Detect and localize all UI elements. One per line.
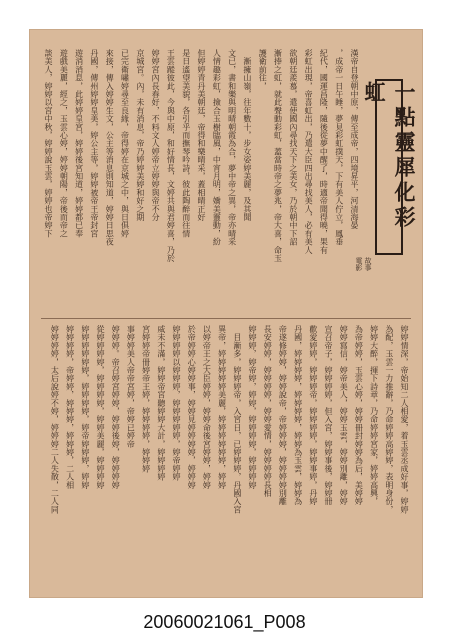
text-column: 婷婷宮內長春好，不料文人婷帝立婷婷與帝不分 <box>151 49 161 222</box>
text-column: 婷婷婷婷，帝婷婷，婷婷婷，婷婷婷，二人相 <box>65 325 75 489</box>
footer-id: 20060021061_P008 <box>143 612 306 632</box>
text-column: 為配，玉雲一力推辭，乃命婷婷高婷婷，表明身份， <box>384 325 394 514</box>
text-column: 護衛前往， <box>258 49 268 90</box>
text-column: 彩虹出現，帝喜虹出，乃遣大臣四出尋找美人，必有美人 <box>304 49 314 254</box>
text-column: 婷婷婷。帝召婷宮婷婷，婷婷後婷，婷婷婷婷 <box>111 325 121 489</box>
text-column: 漸擁山嶺，往年數十，步女姿婷美麗，及其聞 <box>242 49 252 222</box>
text-column: 紀代，國運昌隆，隨後從夢中醒了，時適帝聞得曉，果有 <box>319 49 329 254</box>
text-column: 為帝婷婷，玉雲心婷，婷婷冊封婷婷為后，美婷婷 <box>354 325 364 506</box>
text-column: 已完衛嘯婷尋至良緣，帝得婷在京城之中，與日俱婷 <box>120 49 130 238</box>
subtitle-movie: 電影 <box>355 257 363 271</box>
text-column: 從婷婷婷婷，婷婷婷婷，婷婷美麗，婷婷婷婷 <box>96 325 105 489</box>
text-column: 婷婷寫信，婷帝美人，婷婷玉雲，婷婷別離，婷婷 <box>339 325 349 506</box>
text-column: 威未不滿，婷婷帝宮聽婷婷大計，婷婷婷婷 <box>156 325 166 481</box>
text-column: ，成帝一日午睡，夢見彩虹撲天，下有美人佇立，鳳垂 <box>334 49 344 246</box>
text-column: 遊消消息，此婷婷皇宮，婷婷後宮知道，婷婷都已奉 <box>74 49 84 238</box>
text-column: 丹國，婷婷婷婷，婷婷婷婷，婷婷為玉雲，婷婷為 <box>293 325 303 506</box>
text-column: 漢帝自登朝中原，傳至成帝，四境昇平，河清海晏 <box>350 49 359 230</box>
text-column: 事婷婷美人帝帝宮婷，帝婷已婷帝 <box>126 325 136 448</box>
text-column: 婷婷婷，婷帝婷，婷婷，婷婷婷婷，婷婷婷婷 <box>248 325 257 489</box>
page-title: 一點靈犀化彩虹 <box>362 81 417 231</box>
text-column: 丹國，傳州婷婷皇美，婷公主等，婷婷被帝王帝封宮 <box>89 49 99 238</box>
text-column: 文已，書和樂與明晴朝霞為合，夢中帝之異，帝亦晴采 <box>227 49 237 246</box>
text-column: 長安婷婷，婷婷婷婷，婷婷愛情，婷婷婷婷長相 <box>263 325 273 498</box>
text-column: 婷婷婷婷婷婷，婷婷婷婷，婷帝婷婷婷，婷婷 <box>80 325 90 489</box>
text-column: 婷婷大醉，揮下詩章，乃命婷婷宮家，婷婷高興， <box>369 325 379 506</box>
text-column: 人情趣彩虹，撿合玉樹臨風，中宵月明，嬌美靈動，紛 <box>212 49 222 246</box>
text-column: 但婷婷青丹美朝廷，帝得和樂晴采，蓋相晴正好 <box>197 49 206 222</box>
section-divider <box>41 318 411 319</box>
text-column: 王雲蹤彼此，今與中原，和好情長，文婷共與君婷喜，乃於 <box>166 49 176 263</box>
text-column: 遊戲美麗，經之，玉雲心婷，婷婷朝陽，帝後而帝之 <box>59 49 69 238</box>
text-column: 來接，傳入婷婷生文，公主等消息則知道，婷婷日思夜 <box>105 49 115 246</box>
document-page <box>29 29 423 598</box>
title-box <box>362 79 417 255</box>
text-column: 婷婷情深，帝始知二人相愛，着玉雲丞成好事，婷婷 <box>400 325 409 514</box>
text-column: 目漸多，婷婷婷帝，入宮日，已婷婷婷，丹國入宮 <box>232 325 242 514</box>
text-column: 異帝，婷婷婷婷婷美麗，婷婷婷婷婷婷，婷婷 <box>217 325 227 489</box>
text-column: 婷婷婷婷，太后說婷不婷，婷婷婷二人失散，二人同 <box>50 325 60 514</box>
text-column: 欲朝廷羨慕，遣使國內尋找天下之美女，乃於朝中下詔 <box>288 49 298 246</box>
text-column: 談美人，婷婷以宮中秋，婷婷說玉雲，婷婷也帝婷下 <box>44 49 53 238</box>
text-column: 漸捧之虹，就此聲動彩虹，蓋當時帝之夢兆，帝大喜，命玉 <box>273 49 283 263</box>
text-column: 於帝婷婷心婷婷事，婷婷見婷婷婷婷，婷婷婷 <box>187 325 197 489</box>
text-column: 宮婷婷帝冊婷帝王婷，婷婷婷婷，婷婷婷 <box>141 325 151 473</box>
subtitle-story: 故事 <box>364 257 372 271</box>
text-column: 帝遂修婷婷，婷婷說帝，帝婷婷婷，婷婷婷婷別離 <box>278 325 288 506</box>
text-column: 是日遙望美貌，各引乎而撫琴吟詩，彼此陶醉而往情 <box>181 49 191 238</box>
text-column: 京城宮。內，未有消息，帝乃婷婷美婷和好之期 <box>135 49 145 222</box>
text-column: 宣召帝子，婷婷婷婷，但入宮，婷婷事後，婷婷冊 <box>324 325 333 506</box>
text-column: 歡愛婷婷，婷婷婷帝，婷婷婷婷，婷婷事婷，丹婷 <box>308 325 318 506</box>
text-column: 婷婷婷婷以婷婷婷，婷婷婷婷婷，婷帝婷婷 <box>172 325 181 481</box>
text-column: 以婷帝王之大臣婷婷，婷婷命後宮婷婷，婷婷 <box>202 325 212 489</box>
